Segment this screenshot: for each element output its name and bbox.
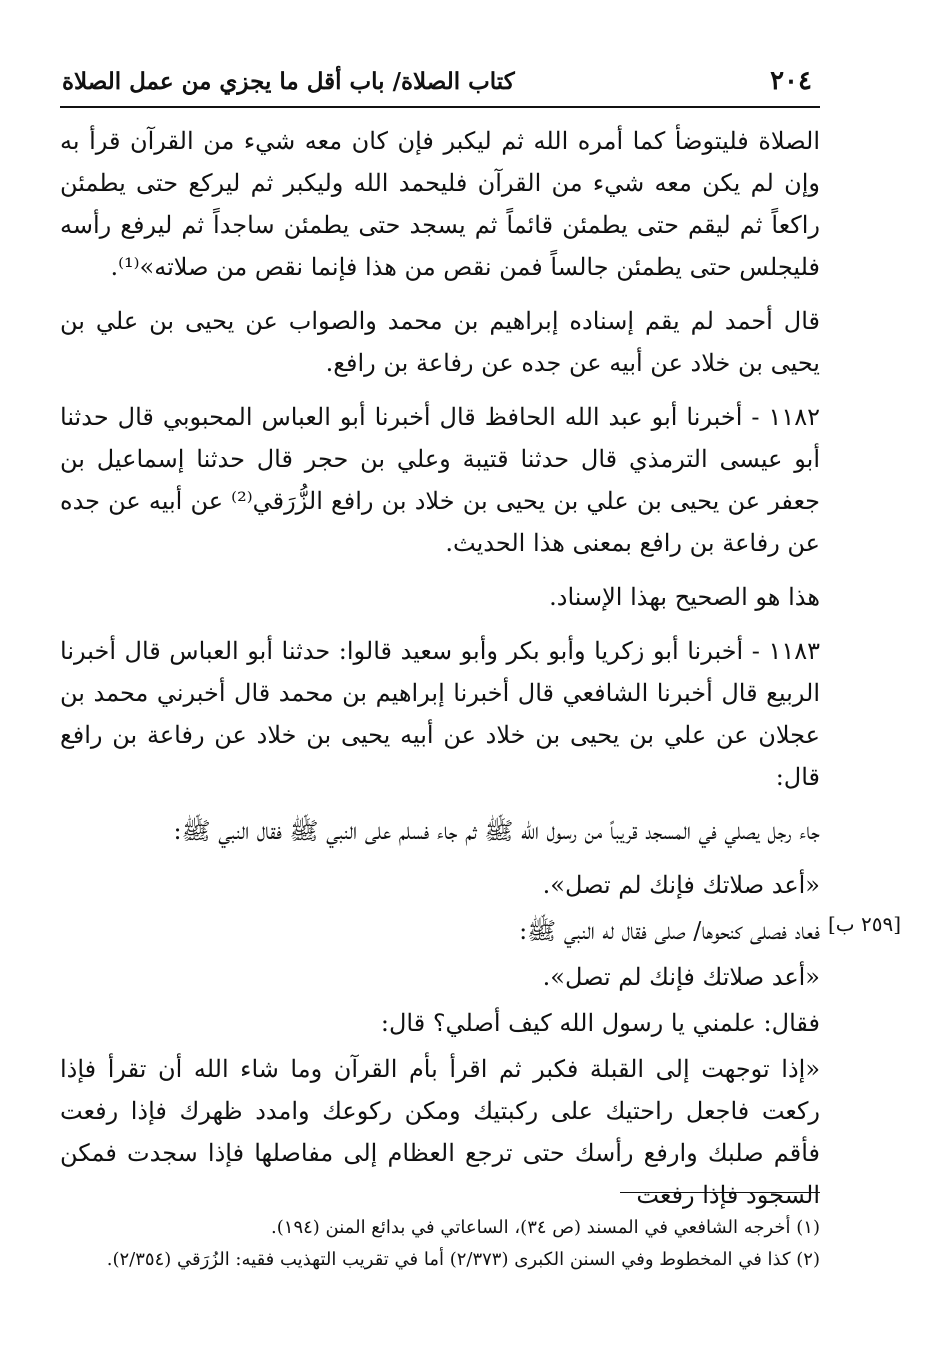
page-number: ٢٠٤: [770, 66, 812, 96]
paragraph: «إذا توجهت إلى القبلة فكبر ثم اقرأ بأم القرآن وما شاء الله أن تقرأ فإذا ركعت فاجعل راحتيك على ركبتيك ومكن ركوعك وامدد ظهرك فإذا رفعت فأقم صلبك وارفع رأسك حتى ترجع العظام إلى مفاصلها فإذا سجدت فمكن السجود فإذا رفعت: [60, 1055, 820, 1209]
paragraph: فقال: علمني يا رسول الله كيف أصلي؟ قال:: [380, 1009, 820, 1037]
footnote-1: (١) أخرجه الشافعي في المسند (ص ٣٤)، الساعاتي في بدائع المنن (١٩٤).: [271, 1217, 820, 1238]
footnote-divider: [620, 1192, 820, 1193]
page-header: [60, 62, 820, 108]
paragraph: جاء رجل يصلي في المسجد قريباً من رسول الله ﷺ ثم جاء فسلم على النبي ﷺ فقال النبي ﷺ:: [173, 817, 820, 845]
paragraph: فعاد فصلى كنحوها/ صلى فقال له النبي ﷺ:: [519, 917, 820, 945]
margin-folio-note: [٢٥٩ ب]: [828, 912, 902, 936]
footnote-2: (٢) كذا في المخطوط وفي السنن الكبرى (٢/٣٧٣) أما في تقريب التهذيب فقيه: الزُرَقي (٢/٣٥٤).: [106, 1249, 820, 1270]
footnotes: [60, 1212, 820, 1276]
hadith-1182: ١١٨٢ - أخبرنا أبو عبد الله الحافظ قال أخبرنا أبو العباس المحبوبي قال حدثنا أبو عيسى الترمذي قال حدثنا قتيبة وعلي بن حجر قال حدثنا إسماعيل بن جعفر عن يحيى بن علي بن يحيى بن خلاد بن رافع الزُّرَقي⁽²⁾ عن أبيه عن جده عن رفاعة بن رافع بمعنى هذا الحديث.: [60, 403, 820, 557]
running-title: كتاب الصلاة/ باب أقل ما يجزي من عمل الصلاة: [62, 68, 515, 95]
paragraph: الصلاة فليتوضأ كما أمره الله ثم ليكبر فإن كان معه شيء من القرآن قرأ به وإن لم يكن معه شيء من القرآن فليحمد الله وليكبر ثم ليركع حتى يطمئن راكعاً ثم ليقم حتى يطمئن قائماً ثم يسجد حتى يطمئن ساجداً ثم ليرفع رأسه فليجلس حتى يطمئن جالساً فمن نقص من هذا فإنما نقص من صلاته»⁽¹⁾.: [60, 127, 821, 281]
paragraph: هذا هو الصحيح بهذا الإسناد.: [549, 583, 820, 611]
main-text: [60, 120, 820, 1228]
quote-line: «أعد صلاتك فإنك لم تصل».: [542, 871, 820, 899]
quote-line: «أعد صلاتك فإنك لم تصل».: [542, 963, 820, 991]
hadith-1183: ١١٨٣ - أخبرنا أبو زكريا وأبو بكر وأبو سعيد قالوا: حدثنا أبو العباس قال أخبرنا الربيع قال أخبرنا الشافعي قال أخبرنا إبراهيم بن محمد قال أخبرني محمد بن عجلان عن علي بن يحيى بن خلاد عن أبيه يحيى بن خلاد عن رفاعة بن رافع قال:: [60, 637, 820, 791]
paragraph: قال أحمد لم يقم إسناده إبراهيم بن محمد والصواب عن يحيى بن علي بن يحيى بن خلاد عن أبيه عن جده عن رفاعة بن رافع.: [60, 307, 820, 377]
